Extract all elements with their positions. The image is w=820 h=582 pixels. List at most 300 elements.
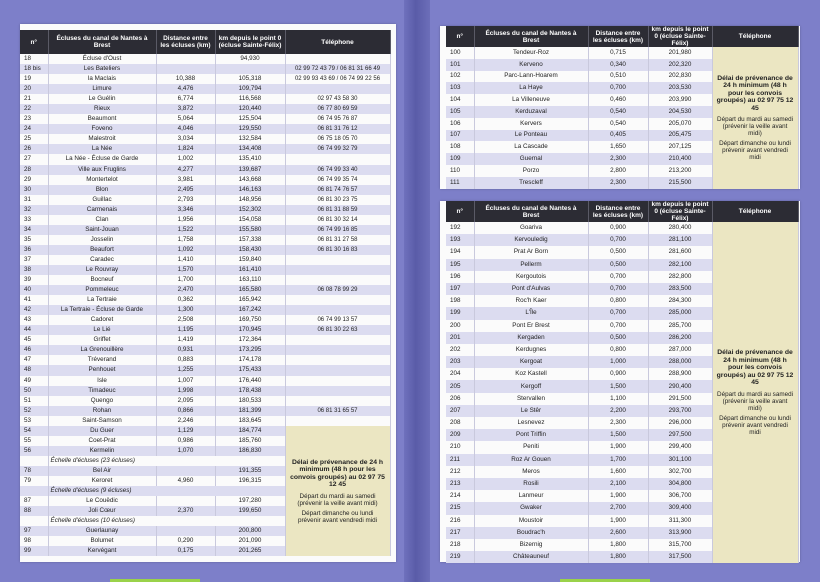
km-value: 207,125 [648,141,712,153]
lock-name: Stervallen [474,393,588,405]
lock-number: 28 [20,165,48,175]
right-page-top [440,26,800,189]
lock-number: 207 [446,405,474,417]
lock-name: Carmenais [48,205,156,215]
col-header-distance: Distance entre les écluses (km) [588,201,648,222]
km-value: 183,645 [215,416,285,426]
lock-number [20,486,48,496]
lock-name: Ville aux Fruglins [48,165,156,175]
lock-number: 193 [446,234,474,246]
col-header-distance: Distance entre les écluses (km) [588,26,648,47]
distance-value: 0,290 [156,536,215,546]
lock-name: Le Lié [48,325,156,335]
km-value: 148,956 [215,195,285,205]
lock-name: La Haye [474,82,588,94]
km-value: 197,280 [215,496,285,506]
lock-name: Bolumet [48,536,156,546]
distance-value: 0,715 [588,47,648,59]
lock-name: Kerveno [474,59,588,71]
notice-departure-weekday: Départ du mardi au samedi [717,390,793,398]
lock-name: Clan [48,215,156,225]
lock-name: La Tertraie [48,295,156,305]
lock-number: 192 [446,222,474,234]
phone-number [285,84,390,94]
right-page-bottom [440,201,800,562]
lock-number: 106 [446,118,474,130]
lock-name: Goariva [474,222,588,234]
lock-number: 87 [20,496,48,506]
lock-number: 25 [20,134,48,144]
lock-number: 41 [20,295,48,305]
phone-number [285,355,390,365]
phone-number [285,265,390,275]
left-page [20,24,396,562]
km-value: 203,530 [648,82,712,94]
distance-value: 10,388 [156,74,215,84]
lock-name: La Née - Écluse de Garde [48,154,156,164]
km-value: 201,265 [215,546,285,556]
phone-number: 02 99 72 43 79 / 06 81 31 66 49 [285,64,390,74]
km-value: 286,200 [648,332,712,344]
lock-number: 33 [20,215,48,225]
phone-number [285,275,390,285]
distance-value: 1,650 [588,141,648,153]
distance-value: 0,986 [156,436,215,446]
km-value: 191,355 [215,466,285,476]
km-value: 186,830 [215,446,285,456]
lock-name: Rosili [474,478,588,490]
distance-value: 4,476 [156,84,215,94]
lock-number: 18 bis [20,64,48,74]
lock-name: Beaufort [48,245,156,255]
phone-number: 06 81 30 22 63 [285,325,390,335]
km-value: 204,530 [648,106,712,118]
lock-number: 56 [20,446,48,456]
notice-departure-weekend-detail: prévenir avant vendredi midi [722,147,788,162]
distance-value: 0,500 [588,259,648,271]
table-row [20,285,390,295]
section-label: Échelle d'écluses (23 écluses) [48,456,285,466]
col-header-phone: Téléphone [285,30,390,54]
km-value: 317,500 [648,551,712,563]
lock-number: 26 [20,144,48,154]
lock-name: Guerlaunay [48,526,156,536]
km-value: 285,000 [648,307,712,319]
lock-number: 201 [446,332,474,344]
table-row [20,185,390,195]
km-value [215,64,285,74]
lock-number: 49 [20,376,48,386]
lock-name: Boudrac'h [474,527,588,539]
distance-value: 1,092 [156,245,215,255]
lock-name: La Villeneuve [474,94,588,106]
distance-value: 0,175 [156,546,215,556]
table-row [20,426,390,436]
km-value: 159,840 [215,255,285,265]
distance-value: 0,931 [156,345,215,355]
phone-number [285,396,390,406]
lock-number: 50 [20,386,48,396]
lock-name: Kervégant [48,546,156,556]
km-value: 165,580 [215,285,285,295]
lock-name: Du Guer [48,426,156,436]
lock-number: 54 [20,426,48,436]
notice-title: Délai de prévenance de 24 h minimum (48 h pour les convois groupés) au 02 97 75 12 45 [716,349,794,387]
lock-name: Pont d'Aulvas [474,283,588,295]
lock-name: Peniti [474,441,588,453]
lock-number: 42 [20,305,48,315]
table-row [20,295,390,305]
lock-name: Roc'h Kaer [474,295,588,307]
table-row [20,94,390,104]
table-row [20,74,390,84]
km-value: 282,800 [648,271,712,283]
col-header-km: km depuis le point 0 (écluse Sainte-Félix) [648,26,712,47]
lock-name: Tréverand [48,355,156,365]
lock-name: Kerduzaval [474,106,588,118]
distance-value: 0,510 [588,71,648,83]
lock-number: 102 [446,71,474,83]
distance-value [156,64,215,74]
table-row [20,386,390,396]
km-value: 203,990 [648,94,712,106]
km-value: 134,408 [215,144,285,154]
distance-value: 1,900 [588,490,648,502]
km-value: 288,900 [648,368,712,380]
lock-number [20,516,48,526]
lock-name: Rohan [48,406,156,416]
km-value: 176,440 [215,376,285,386]
lock-number: 48 [20,365,48,375]
phone-number: 06 81 74 76 57 [285,185,390,195]
lock-name: Quengo [48,396,156,406]
distance-value: 1,824 [156,144,215,154]
lock-number: 216 [446,515,474,527]
notice-title: Délai de prévenance de 24 h minimum (48 h pour les convois groupés) au 02 97 75 12 45 [716,74,794,112]
distance-value: 2,200 [588,405,648,417]
distance-value: 2,300 [588,153,648,165]
lock-number [20,456,48,466]
table-row [20,154,390,164]
km-value: 202,320 [648,59,712,71]
table-row [20,134,390,144]
lock-name: Parc-Lann-Hoarem [474,71,588,83]
distance-value: 1,800 [588,551,648,563]
table-row [446,222,798,234]
lock-name: Joli Cœur [48,506,156,516]
lock-name: Kergaden [474,332,588,344]
lock-name: Kervouledig [474,234,588,246]
lock-name: Bocneuf [48,275,156,285]
distance-value: 1,500 [588,429,648,441]
km-value: 302,700 [648,466,712,478]
lock-number: 196 [446,271,474,283]
km-value: 132,584 [215,134,285,144]
lock-name: Caradec [48,255,156,265]
km-value: 299,400 [648,441,712,453]
lock-number: 209 [446,429,474,441]
lock-number: 22 [20,104,48,114]
lock-number: 29 [20,175,48,185]
distance-value: 1,956 [156,215,215,225]
lock-name: Kervers [474,118,588,130]
col-header-lock-name: Écluses du canal de Nantes à Brest [474,201,588,222]
notice-departure-weekday: Départ du mardi au samedi [299,492,376,500]
km-value: 155,580 [215,225,285,235]
table-row [20,84,390,94]
col-header-number: n° [446,201,474,222]
table-row [20,275,390,285]
distance-value: 0,362 [156,295,215,305]
table-header-row [446,201,798,222]
lock-number: 197 [446,283,474,295]
km-value: 199,650 [215,506,285,516]
distance-value: 2,600 [588,527,648,539]
phone-number: 06 74 95 76 87 [285,114,390,124]
lock-name: Pont Triffin [474,429,588,441]
table-row [20,54,390,64]
table-row [20,345,390,355]
distance-value: 1,900 [588,515,648,527]
lock-name: Les Bateliers [48,64,156,74]
lock-name: Keroret [48,476,156,486]
lock-name: La Née [48,144,156,154]
phone-number: 06 81 30 23 75 [285,195,390,205]
lock-number: 215 [446,502,474,514]
booking-notice [712,47,798,189]
lock-name: Tendeur-Roz [474,47,588,59]
km-value: 165,942 [215,295,285,305]
col-header-number: n° [446,26,474,47]
km-value: 169,750 [215,315,285,325]
lock-name: Kergoutois [474,271,588,283]
lock-name: Châteauneuf [474,551,588,563]
km-value: 304,800 [648,478,712,490]
lock-name: Saint-Jouan [48,225,156,235]
distance-value: 6,774 [156,94,215,104]
km-value: 290,400 [648,380,712,392]
notice-departure-weekday-detail: (prévenir la veille avant midi) [722,123,788,138]
distance-value: 0,540 [588,118,648,130]
booklet-spine [404,0,430,582]
lock-number: 100 [446,47,474,59]
table-row [20,315,390,325]
km-value: 202,830 [648,71,712,83]
table-row [20,114,390,124]
lock-table-right-top [446,26,799,189]
lock-name: Koz Kastell [474,368,588,380]
lock-number: 55 [20,436,48,446]
distance-value: 2,300 [588,177,648,189]
lock-number: 35 [20,235,48,245]
distance-value: 0,900 [588,222,648,234]
km-value: 215,500 [648,177,712,189]
distance-value: 0,500 [588,246,648,258]
distance-value: 2,495 [156,185,215,195]
lock-name: Lesnevez [474,417,588,429]
table-row [20,305,390,315]
km-value: 167,242 [215,305,285,315]
phone-number: 02 97 43 58 30 [285,94,390,104]
lock-number: 204 [446,368,474,380]
distance-value: 1,100 [588,393,648,405]
km-value: 135,410 [215,154,285,164]
lock-number: 52 [20,406,48,416]
lock-number: 108 [446,141,474,153]
km-value: 311,300 [648,515,712,527]
lock-name: Coet-Prat [48,436,156,446]
distance-value: 2,095 [156,396,215,406]
lock-name: Josselin [48,235,156,245]
col-header-phone: Téléphone [712,201,798,222]
distance-value: 0,800 [588,344,648,356]
distance-value: 0,866 [156,406,215,416]
distance-value: 0,700 [588,271,648,283]
table-row [20,144,390,154]
distance-value: 2,793 [156,195,215,205]
km-value: 139,687 [215,165,285,175]
table-row [20,365,390,375]
lock-number: 210 [446,441,474,453]
km-value: 125,504 [215,114,285,124]
distance-value: 2,300 [588,417,648,429]
km-value: 284,300 [648,295,712,307]
notice-departure-weekend: Départ dimanche ou lundi [719,414,791,422]
km-value: 315,700 [648,539,712,551]
distance-value: 1,998 [156,386,215,396]
distance-value: 2,800 [588,165,648,177]
phone-number [285,295,390,305]
lock-name: La Grenouillère [48,345,156,355]
distance-value: 2,100 [588,478,648,490]
distance-value: 1,800 [588,539,648,551]
phone-number: 06 08 78 99 29 [285,285,390,295]
table-row [20,335,390,345]
lock-number: 203 [446,356,474,368]
lock-name: Pellerm [474,259,588,271]
lock-number: 211 [446,454,474,466]
booking-notice [285,426,390,557]
lock-number: 212 [446,466,474,478]
col-header-km: km depuis le point 0 (écluse Sainte-Félix) [648,201,712,222]
table-row [20,205,390,215]
phone-number [285,416,390,426]
table-row [20,195,390,205]
lock-number: 104 [446,94,474,106]
lock-number: 78 [20,466,48,476]
lock-table-right-bottom [446,201,799,563]
table-row [20,396,390,406]
table-row [20,416,390,426]
lock-name: Écluse d'Oust [48,54,156,64]
notice-departure-weekday-detail: (prévenir la veille avant midi) [722,397,788,412]
table-header-row [446,26,798,47]
lock-name: Griffet [48,335,156,345]
lock-name: Le Stêr [474,405,588,417]
distance-value: 3,872 [156,104,215,114]
lock-number: 27 [20,154,48,164]
lock-name: Trescleff [474,177,588,189]
km-value: 120,440 [215,104,285,114]
distance-value: 2,246 [156,416,215,426]
distance-value: 1,007 [156,376,215,386]
lock-name: La Cascade [474,141,588,153]
lock-name: Roz Ar Gouen [474,454,588,466]
distance-value: 1,410 [156,255,215,265]
notice-departure-weekend: Départ dimanche ou lundi [301,509,374,517]
lock-name: Timadeuc [48,386,156,396]
distance-value: 0,540 [588,106,648,118]
lock-number: 195 [446,259,474,271]
km-value: 172,364 [215,335,285,345]
phone-number [285,365,390,375]
km-value: 175,433 [215,365,285,375]
phone-number: 06 81 30 16 83 [285,245,390,255]
km-value: 109,794 [215,84,285,94]
lock-name: Montertelot [48,175,156,185]
table-row [20,104,390,114]
notice-title: Délai de prévenance de 24 h minimum (48 h pour les convois groupés) au 02 97 75 12 45 [290,458,385,489]
distance-value: 0,405 [588,130,648,142]
booking-notice [712,222,798,563]
section-label: Échelle d'écluses (9 écluses) [48,486,285,496]
lock-number: 40 [20,285,48,295]
table-header-row [20,30,390,54]
distance-value [156,466,215,476]
km-value: 297,500 [648,429,712,441]
km-value: 146,163 [215,185,285,195]
km-value: 200,800 [215,526,285,536]
km-value: 281,600 [648,246,712,258]
lock-number: 38 [20,265,48,275]
km-value: 205,070 [648,118,712,130]
notice-departure-weekend-detail: prévenir avant vendredi midi [722,421,788,436]
km-value: 201,980 [648,47,712,59]
distance-value: 3,981 [156,175,215,185]
distance-value: 1,195 [156,325,215,335]
lock-name: Le Couëdic [48,496,156,506]
distance-value: 1,522 [156,225,215,235]
km-value: 313,900 [648,527,712,539]
lock-number: 79 [20,476,48,486]
lock-number: 34 [20,225,48,235]
lock-number: 45 [20,335,48,345]
lock-number: 111 [446,177,474,189]
distance-value: 0,700 [588,82,648,94]
km-value: 161,410 [215,265,285,275]
lock-name: Beaumont [48,114,156,124]
distance-value: 1,570 [156,265,215,275]
phone-number [285,386,390,396]
table-row [20,175,390,185]
section-label: Échelle d'écluses (10 écluses) [48,516,285,526]
phone-number: 06 74 99 33 40 [285,165,390,175]
km-value: 152,302 [215,205,285,215]
lock-number: 97 [20,526,48,536]
distance-value [156,54,215,64]
col-header-km: km depuis le point 0 (écluse Sainte-Félix) [215,30,285,54]
distance-value: 0,700 [588,283,648,295]
lock-number: 36 [20,245,48,255]
lock-name: Moustoir [474,515,588,527]
lock-name: Rieux [48,104,156,114]
lock-name: Le Ponteau [474,130,588,142]
lock-number: 31 [20,195,48,205]
distance-value [156,526,215,536]
distance-value: 0,340 [588,59,648,71]
phone-number: 02 99 93 43 69 / 06 74 99 22 56 [285,74,390,84]
lock-number: 202 [446,344,474,356]
